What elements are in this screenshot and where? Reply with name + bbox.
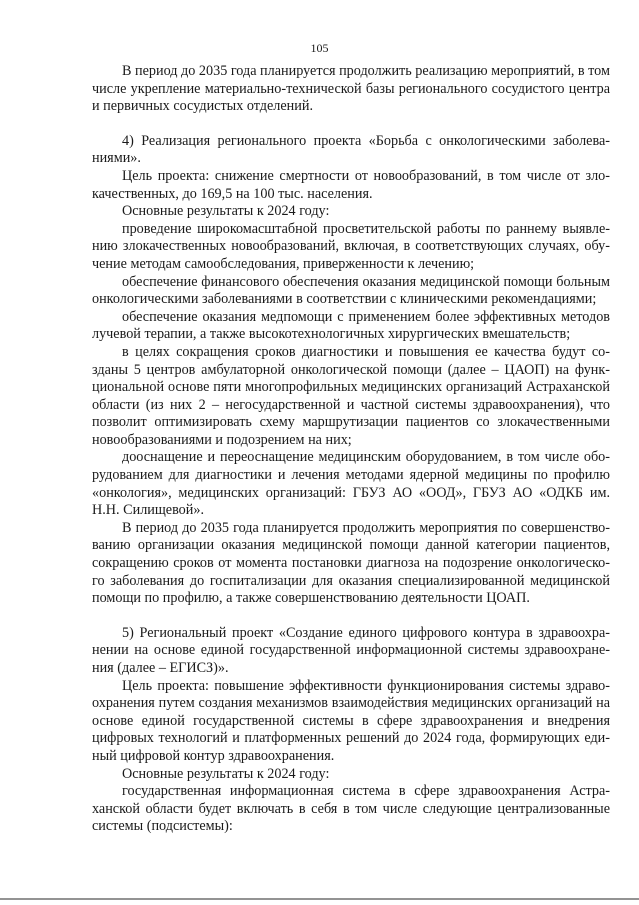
paragraph-oncology-financing: обеспечение финансового обеспечения оказания медицинской помощи больным онкологическими заболеваниями в соответствии с клиническими рекомендациями;	[92, 273, 610, 308]
paragraph-oncology-awareness: проведение широкомасштабной просветительской работы по раннему выявле-нию злокачественных новообразований, включая, в соответствующих случаях, обу-чение методам самообследования, приверженности к лечению;	[92, 220, 610, 272]
document-body	[92, 63, 610, 836]
paragraph-oncology-goal: Цель проекта: снижение смертности от новообразований, в том числе от зло-качественных, до 169,5 на 100 тыс. населения.	[92, 167, 610, 202]
paragraph-2035-vascular: В период до 2035 года планируется продолжить реализацию мероприятий, в том числе укрепление материально-технической базы регионального сосудистого центра и первичных сосудистых отделений.	[92, 63, 610, 115]
paragraph-oncology-radiotherapy: обеспечение оказания медпомощи с применением более эффективных методов лучевой терапии, а также высокотехнологичных хирургических вмешательств;	[92, 308, 610, 343]
heading-oncology-project: 4) Реализация регионального проекта «Борьба с онкологическими заболева-ниями».	[92, 132, 610, 167]
paragraph-digital-system: государственная информационная система в сфере здравоохранения Астра-ханской области будет включать в себя в том числе следующие централизованные системы (подсистемы):	[92, 783, 610, 835]
page-number: 105	[310, 41, 329, 55]
paragraph-oncology-equipment: дооснащение и переоснащение медицинским оборудованием, в том числе обо-рудованием для диагностики и лечения методами ядерной медицины по профилю «онкология», медицинских организаций: ГБУЗ АО «ООД», ГБУЗ АО «ОДКБ им. Н.Н. Силищевой».	[92, 449, 610, 519]
page-bottom-edge	[0, 898, 639, 900]
paragraph-digital-results-label: Основные результаты к 2024 году:	[122, 765, 330, 782]
paragraph-oncology-results-label: Основные результаты к 2024 году:	[122, 203, 330, 220]
paragraph-digital-goal: Цель проекта: повышение эффективности функционирования системы здраво-охранения путем создания механизмов взаимодействия медицинских организаций на основе единой государственной системы в сфере здравоохранения и внедрения цифровых технологий и платформенных решений до 2024 года, формирующих еди-ный цифровой контур здравоохранения.	[92, 677, 610, 764]
heading-digital-project: 5) Региональный проект «Создание единого цифрового контура в здравоохра-нении на основе единой государственной информационной системы здравоохране-ния (далее – ЕГИСЗ)».	[92, 624, 610, 676]
paragraph-oncology-caop: в целях сокращения сроков диагностики и повышения ее качества будут со-зданы 5 центров амбулаторной онкологической помощи (далее – ЦАОП) на функ-циональной основе пяти многопрофильных медицинских организаций Астраханской области (из них 2 – негосударственной и частной системы здравоохранения), что позволит оптимизировать схему маршрутизации пациентов со злокачественными новообразованиями и подозрением на них;	[92, 343, 610, 448]
paragraph-2035-oncology: В период до 2035 года планируется продолжить мероприятия по совершенство-ванию организации оказания медицинской помощи данной категории пациентов, сокращению сроков от момента постановки диагноза на подозрение онкологическо-го заболевания до госпитализации для оказания специализированной медицинской помощи по профилю, а также совершенствованию деятельности ЦОАП.	[92, 519, 610, 607]
